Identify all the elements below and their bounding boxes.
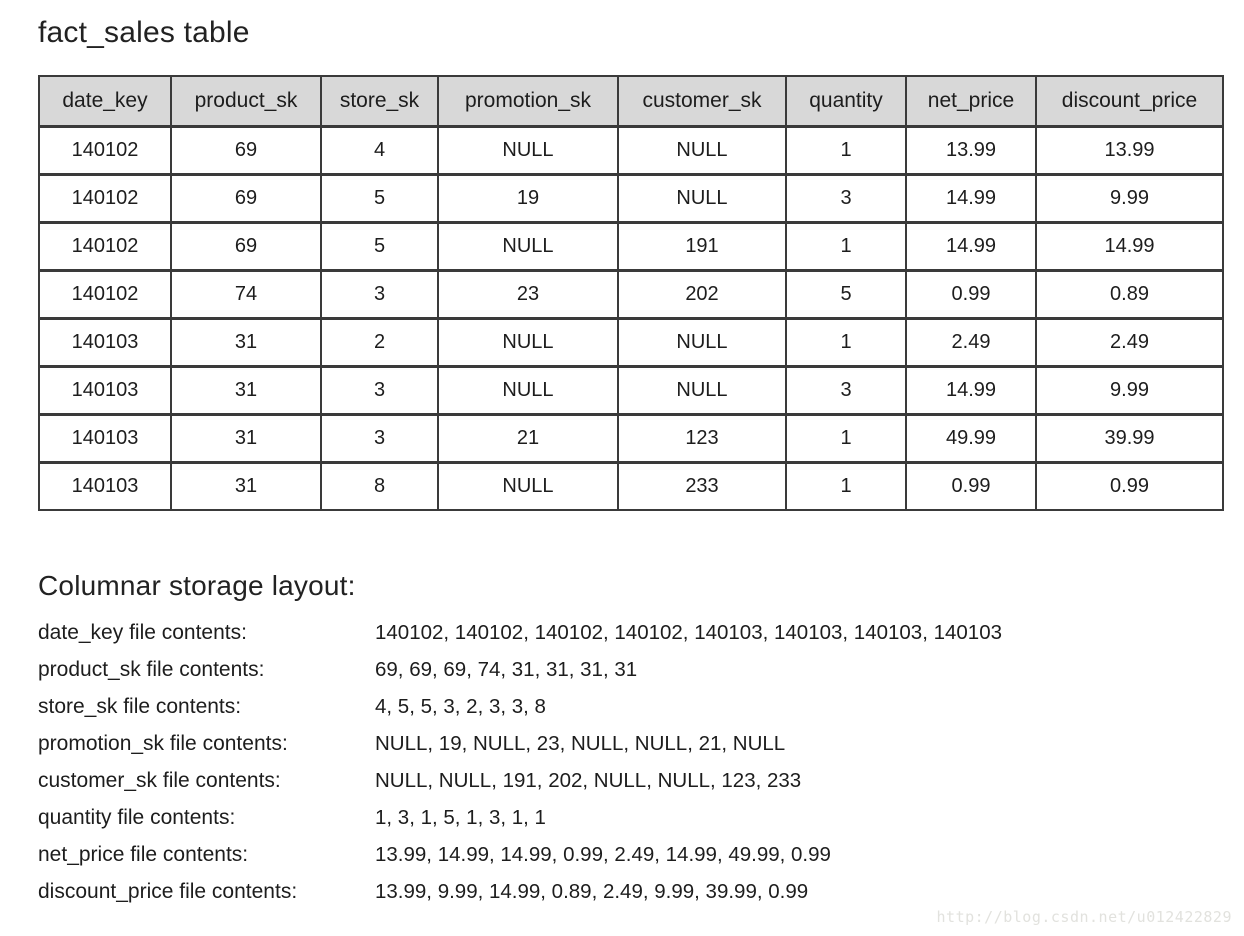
table-cell: 140102 — [39, 270, 171, 318]
table-cell: NULL — [618, 318, 786, 366]
table-cell: 69 — [171, 174, 321, 222]
columnar-entry-value: 4, 5, 5, 3, 2, 3, 3, 8 — [375, 695, 546, 718]
section-title: Columnar storage layout: — [38, 570, 356, 601]
columnar-entry-label: customer_sk file contents: — [38, 769, 281, 792]
table-cell: 140102 — [39, 126, 171, 174]
table-row — [39, 174, 1223, 222]
columnar-entry-label: quantity file contents: — [38, 806, 236, 829]
columnar-entry-quantity — [38, 806, 1218, 843]
table-row — [39, 318, 1223, 366]
column-header-promotion-sk: promotion_sk — [438, 76, 618, 126]
table-cell: 9.99 — [1036, 174, 1223, 222]
table-cell: 14.99 — [906, 174, 1036, 222]
table-cell: 13.99 — [906, 126, 1036, 174]
table-cell: 140103 — [39, 366, 171, 414]
table-cell: 14.99 — [906, 366, 1036, 414]
table-cell: 3 — [321, 414, 438, 462]
table-cell: NULL — [618, 366, 786, 414]
table-cell: 202 — [618, 270, 786, 318]
table-cell: 5 — [786, 270, 906, 318]
table-cell: 0.99 — [1036, 462, 1223, 510]
watermark: http://blog.csdn.net/u012422829 — [936, 908, 1232, 926]
table-cell: NULL — [438, 366, 618, 414]
table-cell: 123 — [618, 414, 786, 462]
table-row — [39, 414, 1223, 462]
table-cell: 140102 — [39, 222, 171, 270]
table-cell: 2.49 — [906, 318, 1036, 366]
table-cell: 2 — [321, 318, 438, 366]
column-header-quantity: quantity — [786, 76, 906, 126]
table-cell: NULL — [618, 126, 786, 174]
table-cell: 31 — [171, 318, 321, 366]
table-cell: 140103 — [39, 462, 171, 510]
table-cell: 21 — [438, 414, 618, 462]
table-cell: 31 — [171, 366, 321, 414]
table-cell: 2.49 — [1036, 318, 1223, 366]
table-cell: 69 — [171, 126, 321, 174]
table-cell: 1 — [786, 318, 906, 366]
table-row — [39, 270, 1223, 318]
columnar-entry-label: date_key file contents: — [38, 621, 247, 644]
table-cell: 31 — [171, 414, 321, 462]
table-cell: 14.99 — [1036, 222, 1223, 270]
table-cell: 31 — [171, 462, 321, 510]
table-row — [39, 126, 1223, 174]
table-cell: 140103 — [39, 414, 171, 462]
table-cell: 1 — [786, 126, 906, 174]
table-row — [39, 462, 1223, 510]
columnar-entry-customer-sk — [38, 769, 1218, 806]
table-cell: 3 — [321, 270, 438, 318]
table-cell: 74 — [171, 270, 321, 318]
columnar-entry-label: store_sk file contents: — [38, 695, 242, 718]
table-row — [39, 222, 1223, 270]
table-cell: 8 — [321, 462, 438, 510]
columnar-entry-date-key — [38, 621, 1218, 658]
columnar-entry-value: NULL, NULL, 191, 202, NULL, NULL, 123, 233 — [375, 769, 802, 792]
columnar-entry-value: 13.99, 14.99, 14.99, 0.99, 2.49, 14.99, 49.99, 0.99 — [375, 843, 831, 866]
columnar-entry-value: 13.99, 9.99, 14.99, 0.89, 2.49, 9.99, 39.99, 0.99 — [375, 880, 809, 903]
table-cell: 5 — [321, 174, 438, 222]
column-header-customer-sk: customer_sk — [618, 76, 786, 126]
columnar-entry-label: product_sk file contents: — [38, 658, 265, 681]
columnar-entry-product-sk — [38, 658, 1218, 695]
table-cell: 4 — [321, 126, 438, 174]
table-cell: NULL — [438, 462, 618, 510]
table-cell: NULL — [438, 318, 618, 366]
table-cell: 23 — [438, 270, 618, 318]
table-cell: 49.99 — [906, 414, 1036, 462]
table-cell: 3 — [786, 174, 906, 222]
page-title: fact_sales table — [38, 16, 250, 49]
table-cell: 1 — [786, 414, 906, 462]
table-cell: NULL — [618, 174, 786, 222]
table-cell: 69 — [171, 222, 321, 270]
table-cell: 13.99 — [1036, 126, 1223, 174]
table-cell: 3 — [321, 366, 438, 414]
columnar-entry-label: discount_price file contents: — [38, 880, 298, 903]
columnar-entry-label: promotion_sk file contents: — [38, 732, 288, 755]
table-cell: 0.99 — [906, 462, 1036, 510]
table-cell: 0.89 — [1036, 270, 1223, 318]
columnar-entries — [38, 621, 1218, 917]
table-cell: 191 — [618, 222, 786, 270]
columnar-entry-store-sk — [38, 695, 1218, 732]
table-cell: 14.99 — [906, 222, 1036, 270]
columnar-entry-label: net_price file contents: — [38, 843, 249, 866]
columnar-entry-value: 140102, 140102, 140102, 140102, 140103, 140103, 140103, 140103 — [375, 621, 1002, 644]
table-row — [39, 366, 1223, 414]
table-cell: 39.99 — [1036, 414, 1223, 462]
table-cell: 233 — [618, 462, 786, 510]
table-cell: 5 — [321, 222, 438, 270]
table-cell: 140103 — [39, 318, 171, 366]
table-cell: NULL — [438, 222, 618, 270]
table-cell: 1 — [786, 462, 906, 510]
columnar-entry-value: 1, 3, 1, 5, 1, 3, 1, 1 — [375, 806, 546, 829]
table-cell: 0.99 — [906, 270, 1036, 318]
column-header-product-sk: product_sk — [171, 76, 321, 126]
columnar-entry-value: 69, 69, 69, 74, 31, 31, 31, 31 — [375, 658, 638, 681]
column-header-net-price: net_price — [906, 76, 1036, 126]
column-header-date-key: date_key — [39, 76, 171, 126]
columnar-entry-net-price — [38, 843, 1218, 880]
table-cell: 140102 — [39, 174, 171, 222]
table-cell: 3 — [786, 366, 906, 414]
table-header-row — [39, 76, 1223, 126]
table-cell: NULL — [438, 126, 618, 174]
column-header-discount-price: discount_price — [1036, 76, 1223, 126]
column-header-store-sk: store_sk — [321, 76, 438, 126]
columnar-entry-value: NULL, 19, NULL, 23, NULL, NULL, 21, NULL — [375, 732, 786, 755]
columnar-entry-promotion-sk — [38, 732, 1218, 769]
table-cell: 1 — [786, 222, 906, 270]
table-cell: 19 — [438, 174, 618, 222]
table-cell: 9.99 — [1036, 366, 1223, 414]
fact-sales-table — [38, 75, 1224, 511]
